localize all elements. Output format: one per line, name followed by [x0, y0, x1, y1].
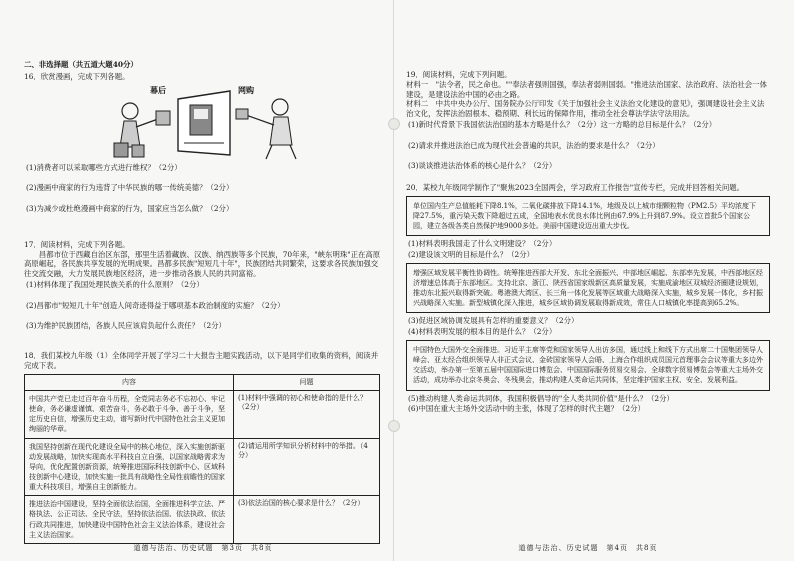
q16-sub2: (2)漫画中商家的行为违背了中华民族的哪一传统美德？（2分）: [26, 183, 234, 193]
page-footer: 道德与法治、历史试题 第3页 共8页: [133, 543, 273, 552]
q20-sub1: (1)材料表明我国走了什么文明建设？（2分）: [408, 239, 557, 249]
q19-sub1: (1)新时代背景下我国依法治国的基本方略是什么？（2分）这一方略的总目标是什么？（2分）: [408, 119, 717, 129]
q20-sub6: (6)中国在重大主场外交活动中的主张，体现了怎样的时代主题？（2分）: [408, 404, 645, 414]
page-footer: 道德与法治、历史试题 第4页 共8页: [518, 543, 658, 552]
q20-sub5: (5)推动构建人类命运共同体，我国积极倡导的"全人类共同价值"是什么？（2分）: [408, 393, 674, 403]
q19-material1: 材料一 "法令者，民之命也。""奉法者强则国强，奉法者弱则国弱。"推进法治国家、法治政府、法治社会一体建设，是建设法治中国的必由之路。: [406, 79, 767, 99]
row1-content: 中国共产党已走过百年奋斗历程，全党同志务必不忘初心、牢记使命，务必谦虚谨慎、艰苦奋斗，务必敢于斗争、善于斗争，坚定历史自信，增强历史主动，谱写新时代中国特色社会主义更加绚丽的华章。: [25, 390, 234, 438]
row3-content: 推进法治中国建设，坚持全面依法治国，全面推进科学立法、严格执法、公正司法、全民守法，坚持依法治国、依法执政、依法行政共同推进，加快建设中国特色社会主义法治体系，建设社会主义法治国家。: [25, 496, 234, 544]
cartoon-label-backstage: 幕后: [150, 84, 166, 95]
cartoon-label-online-shopping: 网购: [238, 84, 254, 95]
q19-material2: 材料二 中共中央办公厅、国务院办公厅印发《关于加强社会主义法治文化建设的意见》，强调建设社会主义法治文化，发挥法治固根本、稳预期、利长远的保障作用，推动全社会尊法学法守法用法。: [406, 99, 765, 119]
cartoon-illustration: [110, 85, 310, 161]
q18-table: [24, 374, 380, 544]
table-row: [25, 390, 380, 438]
q17-material: 昌都市位于西藏自治区东部，那里生活着藏族、汉族、纳西族等多个民族，70年来，"峡东明珠"正在高原高原崛起，各民族共享发展的光明成果。昌都多民族"短短几十年"，民族团结共同繁荣，这要求各民族加强交往交流交融，大力发展民族地区经济，进一步推动各族人民的共同富裕。: [24, 249, 381, 279]
row2-question: (2)请运用所学知识分析材料中的举措。（4分）: [234, 438, 380, 496]
q16-sub1: (1)消费者可以采取哪些方式进行维权？（2分）: [26, 162, 182, 172]
row2-content: 我国坚持创新在现代化建设全局中的核心地位，深入实施创新驱动发展战略，加快实现高水平科技自立自强，以国家战略需求为导向，优化配置创新资源，统筹推进国际科技创新中心、区域科技创新中心建设，加快实施一批具有战略性全局性前瞻性的国家重大科技项目，增强自主创新能力。: [25, 438, 234, 496]
row3-question: (3)依法治国的核心要求是什么？（2分）: [234, 496, 380, 544]
col-question-header: 问题: [234, 374, 380, 390]
section-title: 二、非选择题（共五道大题40分）: [24, 60, 138, 69]
table-row: [25, 438, 380, 496]
q20-box1: 单位国内生产总值能耗下降8.1%，二氧化碳排放下降14.1%，地级及以上城市细颗粒物（PM2.5）平均浓度下降27.5%，重污染天数下降超过五成，全国地表水优良水体比例由67.9%上升到87.9%。设立首批5个国家公园，建立各级各类自然保护地9000多处。美丽中国建设迈出重大步伐。: [406, 196, 770, 236]
q20-sub2: (2)建设该文明的目标是什么？（2分）: [408, 250, 535, 260]
q19-sub3: (3)谈谈推进法治体系的核心是什么？（2分）: [408, 161, 557, 171]
q20-sub4: (4)材料表明发展的根本目的是什么？（2分）: [408, 327, 557, 337]
table-row: [25, 496, 380, 544]
q17-sub1: (1)材料体现了我国处理民族关系的什么原则？（2分）: [26, 279, 204, 289]
q20-stem: 20．某校九年级同学制作了"聚焦2023全国两会，学习政府工作报告"宣传专栏，完成并回答相关问题。: [406, 183, 745, 193]
q20-sub3: (3)促进区域协调发展具有怎样的重要意义？（2分）: [408, 316, 579, 326]
table-header-row: [25, 374, 380, 390]
q16-cartoon: [110, 85, 310, 161]
q16-stem: 16．欣赏漫画，完成下列各题。: [24, 71, 130, 81]
q19-stem: 19．阅读材料，完成下列问题。: [406, 70, 512, 79]
q16-sub3: (3)为减少或杜绝漫画中商家的行为，国家应当怎么做？（2分）: [26, 204, 234, 214]
q17-sub2: (2)昌都市"短短几十年"创造人间奇迹得益于哪项基本政治制度的实施？（2分）: [26, 300, 285, 310]
q18-stem: 18．我们某校九年级（1）全体同学开展了学习二十大报告主题实践活动，以下是同学们收集的资料，阅读并完成下表。: [24, 351, 379, 370]
q19-sub2: (2)请求并推进法治已成为现代社会普遍的共识，法治的要求是什么？（2分）: [408, 140, 660, 150]
page-3: [24, 0, 382, 561]
q20-box2: 增强区域发展平衡性协调性。统筹推进西部大开发、东北全面振兴、中部地区崛起、东部率先发展，中西部地区经济增速总体高于东部地区。支持北京、浙江、陕西省国家级新区高质量发展，实施成渝地区双城经济圈建设规划，推动东北振兴取得新突破。粤港澳大湾区、长三角一体化发展等区域重大战略深入实施，城乡发展一体化，乡村振兴战略深入实施。新型城镇化深入推进，城乡区域协调发展取得新成效，常住人口城镇化率提高到65.2%。: [406, 263, 770, 314]
binding-hole: [388, 118, 400, 130]
q17-stem: 17．阅读材料，完成下列各题。: [24, 239, 130, 249]
col-content-header: 内容: [25, 374, 234, 390]
q20-box3: 中国特色大国外交全面推进。习近平主席等党和国家领导人出访多国，通过线上和线下方式出席二十国集团领导人峰会、亚太经合组织领导人非正式会议、金砖国家领导人会晤、上海合作组织成员国元首理事会会议等重大多边外交活动，举办第一至第五届中国国际进口博览会、中国国际服务贸易交易会、全球数字贸易博览会等重大主场外交活动，成功举办北京冬奥会、冬残奥会，推动构建人类命运共同体，坚定维护国家主权、安全、发展利益。: [406, 340, 770, 391]
binding-hole: [388, 420, 400, 432]
row1-question: (1)材料中强调的初心和使命指的是什么？（2分）: [234, 390, 380, 438]
page-4: [406, 0, 770, 561]
q17-sub3: (3)为维护民族团结，各族人民应该肩负起什么责任？（2分）: [26, 321, 226, 331]
page-fold: [393, 0, 394, 561]
